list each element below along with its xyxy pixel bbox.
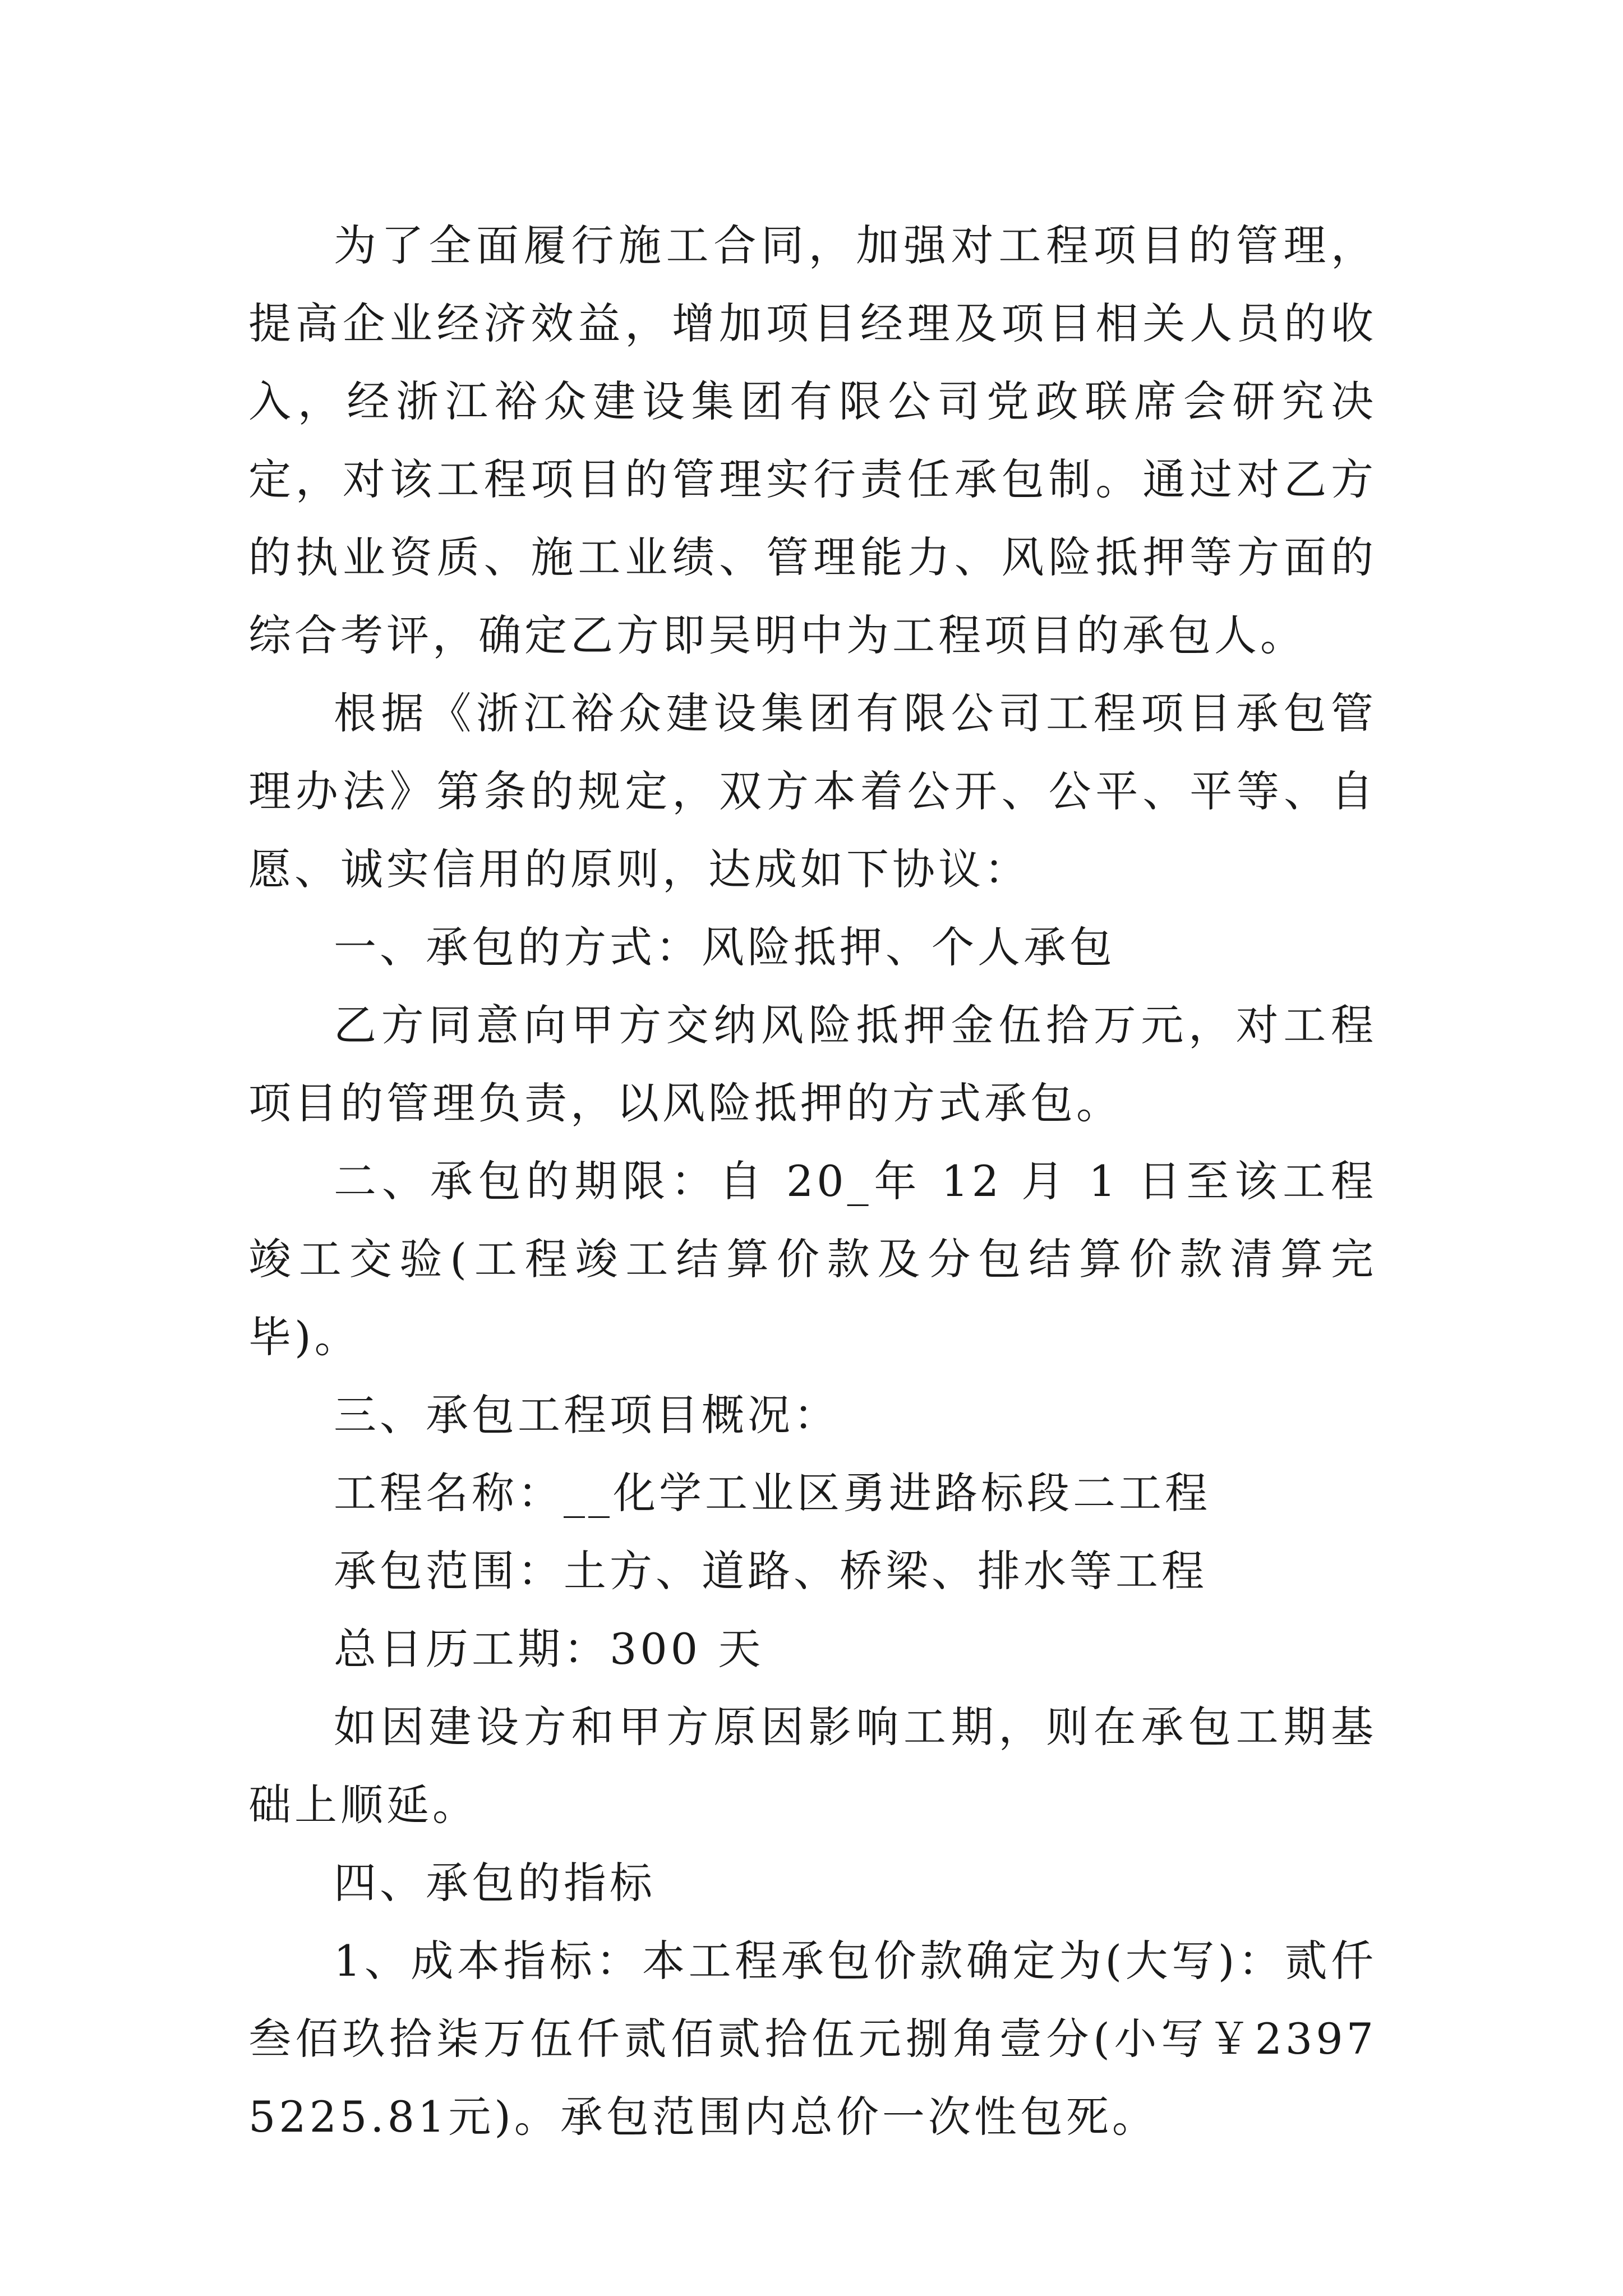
paragraph-indicators-heading: 四、承包的指标 [334, 1858, 656, 1908]
paragraph-contract-scope: 承包范围：土方、道路、桥梁、排水等工程 [334, 1546, 1207, 1596]
paragraph-cost-indicator: 1、成本指标：本工程承包价款确定为(大写)：贰仟叁佰玖拾柒万伍仟贰佰贰拾伍元捌角壹分(小写￥23975225.81元)。承包范围内总价一次性包死。 [248, 1936, 1377, 2142]
paragraph-total-duration: 总日历工期：300 天 [334, 1624, 764, 1674]
paragraph-contract-method-heading: 一、承包的方式：风险抵押、个人承包 [334, 922, 1115, 972]
paragraph-schedule-extension: 如因建设方和甲方原因影响工期，则在承包工期基础上顺延。 [248, 1702, 1377, 1830]
paragraph-risk-deposit: 乙方同意向甲方交纳风险抵押金伍拾万元，对工程项目的管理负责，以风险抵押的方式承包。 [248, 1000, 1377, 1128]
paragraph-project-name: 工程名称：__化学工业区勇进路标段二工程 [334, 1468, 1211, 1518]
paragraph-project-overview-heading: 三、承包工程项目概况： [334, 1390, 840, 1440]
paragraph-contract-term: 二、承包的期限：自 20_年 12 月 1 日至该工程竣工交验(工程竣工结算价款及分包结算价款清算完毕)。 [248, 1156, 1377, 1362]
paragraph-basis: 根据《浙江裕众建设集团有限公司工程项目承包管理办法》第条的规定，双方本着公开、公平、平等、自愿、诚实信用的原则，达成如下协议： [248, 688, 1377, 894]
document-body [248, 206, 1377, 2156]
paragraph-purpose: 为了全面履行施工合同，加强对工程项目的管理，提高企业经济效益，增加项目经理及项目相关人员的收入，经浙江裕众建设集团有限公司党政联席会研究决定，对该工程项目的管理实行责任承包制。通过对乙方的执业资质、施工业绩、管理能力、风险抵押等方面的综合考评，确定乙方即吴明中为工程项目的承包人。 [248, 220, 1377, 660]
